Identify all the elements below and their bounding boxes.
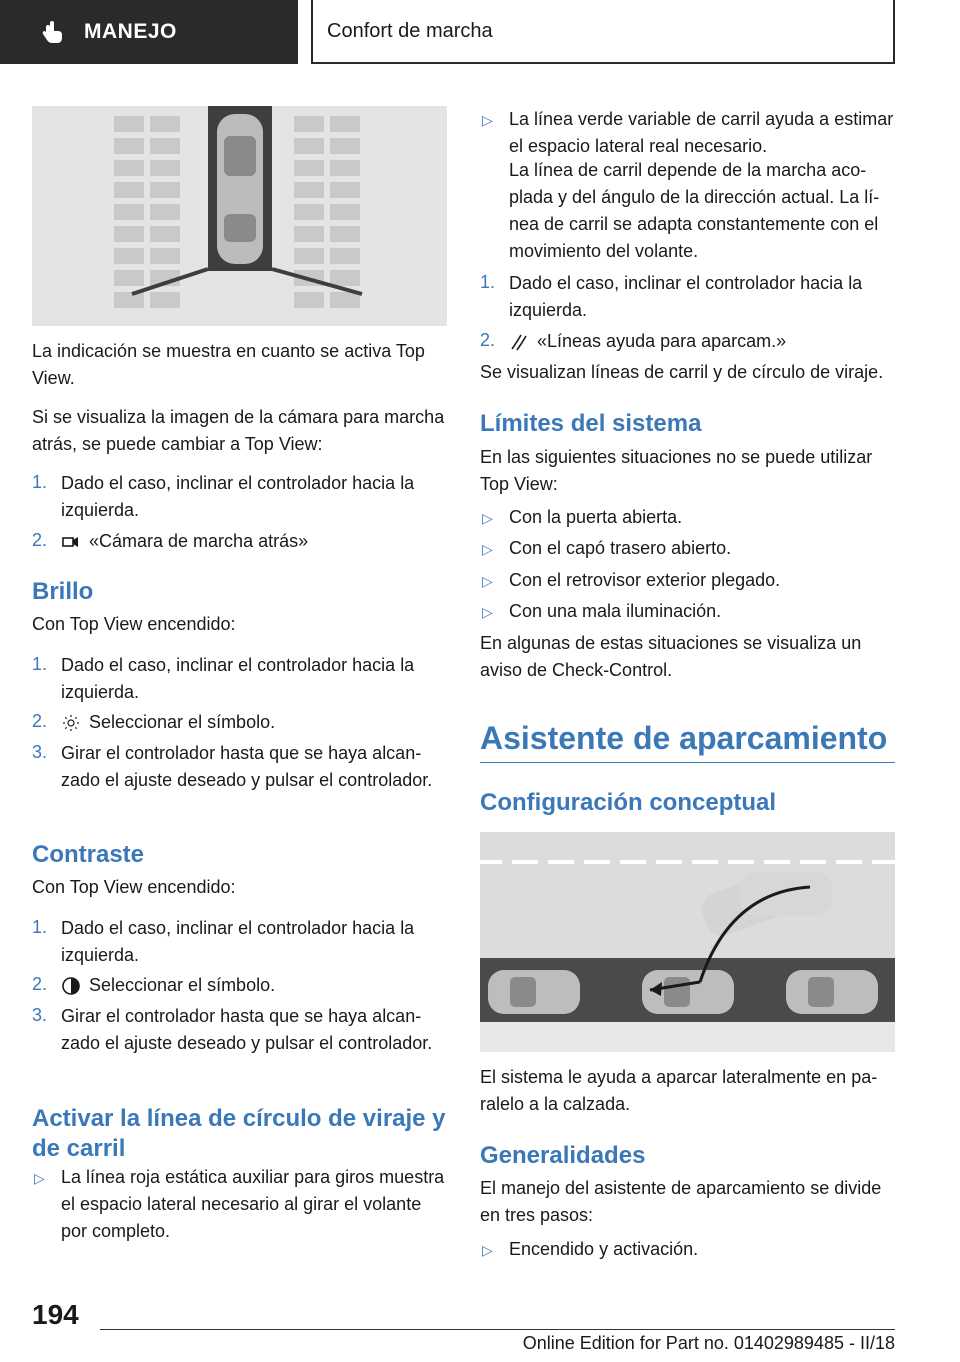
- limites-outro: En algunas de estas situaciones se visualiza un aviso de Check-Control.: [480, 633, 862, 680]
- bullet-icon: ▷: [482, 573, 493, 589]
- camera-icon: [61, 532, 81, 552]
- step-number: 1.: [32, 472, 48, 492]
- parking-lines-icon: [509, 332, 529, 352]
- bullet-icon: ▷: [482, 112, 493, 128]
- step-number: 1.: [480, 272, 496, 292]
- step-number: 2.: [32, 711, 48, 731]
- heading-rule: [480, 762, 895, 763]
- contraste-heading: Contraste: [32, 841, 145, 868]
- footer-rule: [100, 1329, 895, 1330]
- list-item: Girar el controlador hasta que se haya alcanzado el ajuste deseado y pulsar el controlador.: [61, 743, 433, 790]
- intro-text: Si se visualiza la imagen de la cámara para marcha atrás, se puede cambiar a Top View:: [32, 407, 445, 454]
- list-item: Dado el caso, inclinar el controlador hacia la izquierda.: [61, 473, 415, 520]
- list-item: [61, 709, 447, 736]
- bullet-icon: ▷: [482, 604, 493, 620]
- list-item: La línea roja estática auxiliar para giros muestra el espacio lateral necesario al girar el volante por completo.: [61, 1167, 445, 1241]
- page-header: [0, 0, 960, 66]
- activar-heading: Activar la línea de círculo de viraje y de carril: [32, 1105, 446, 1162]
- list-item: Dado el caso, inclinar el controlador hacia la izquierda.: [509, 273, 863, 320]
- list-item: Dado el caso, inclinar el controlador hacia la izquierda.: [61, 655, 415, 702]
- list-item-label: Seleccionar el símbolo.: [89, 712, 276, 732]
- image-caption: La indicación se muestra en cuanto se activa Top View.: [32, 341, 425, 388]
- list-item: Con la puerta abierta.: [509, 507, 683, 527]
- page-number: 194: [32, 1299, 79, 1330]
- paragraph: Se visualizan líneas de carril y de círculo de viraje.: [480, 362, 884, 382]
- bullet-icon: ▷: [34, 1170, 45, 1186]
- list-item: Con el capó trasero abierto.: [509, 538, 732, 558]
- bullet-icon: ▷: [482, 1242, 493, 1258]
- chapter-tab: [311, 0, 895, 64]
- step-number: 2.: [480, 330, 496, 350]
- list-item: La línea verde variable de carril ayuda a estimar el espacio lateral real necesario.: [509, 109, 894, 156]
- list-item: Con el retrovisor exterior plegado.: [509, 570, 781, 590]
- config-caption: El sistema le ayuda a aparcar lateralmente en paralelo a la calzada.: [480, 1067, 878, 1114]
- list-item: Girar el controlador hasta que se haya alcanzado el ajuste deseado y pulsar el controlador.: [61, 1006, 433, 1053]
- generalidades-heading: Generalidades: [480, 1142, 646, 1169]
- contrast-icon: [61, 976, 81, 996]
- list-item-sub: La línea de carril depende de la marcha acoplada y del ángulo de la dirección actual. La línea de carril se adapta constantemente con el movimiento del volante.: [509, 160, 880, 261]
- bullet-icon: ▷: [482, 541, 493, 557]
- list-item: Dado el caso, inclinar el controlador hacia la izquierda.: [61, 918, 415, 965]
- list-item: [61, 972, 447, 999]
- list-item: Con una mala iluminación.: [509, 601, 722, 621]
- chapter-label: Confort de marcha: [327, 19, 493, 42]
- step-number: 1.: [32, 917, 48, 937]
- list-item: Encendido y activación.: [509, 1239, 699, 1259]
- list-item-label: Seleccionar el símbolo.: [89, 975, 276, 995]
- step-number: 1.: [32, 654, 48, 674]
- limites-intro: En las siguientes situaciones no se puede utilizar Top View:: [480, 447, 873, 494]
- step-number: 3.: [32, 1005, 48, 1025]
- section-label: MANEJO: [84, 20, 177, 43]
- brightness-icon: [61, 713, 81, 733]
- brillo-heading: Brillo: [32, 578, 94, 605]
- list-item: [509, 328, 895, 355]
- list-item-label: «Cámara de marcha atrás»: [89, 531, 309, 551]
- top-view-image: [32, 106, 447, 326]
- step-number: 2.: [32, 974, 48, 994]
- step-number: 3.: [32, 742, 48, 762]
- generalidades-intro: El manejo del asistente de aparcamiento se divide en tres pasos:: [480, 1178, 882, 1225]
- bullet-icon: ▷: [482, 510, 493, 526]
- edition-text: Online Edition for Part no. 01402989485 - II/18: [522, 1333, 895, 1353]
- list-item-label: «Líneas ayuda para aparcam.»: [537, 331, 787, 351]
- config-heading: Configuración conceptual: [480, 789, 777, 816]
- contraste-intro: Con Top View encendido:: [32, 877, 236, 897]
- section-tab: [0, 0, 298, 64]
- list-item: [61, 528, 447, 555]
- hand-icon: [40, 19, 66, 45]
- step-number: 2.: [32, 530, 48, 550]
- asistente-heading: Asistente de aparcamiento: [480, 720, 888, 756]
- brillo-intro: Con Top View encendido:: [32, 614, 236, 634]
- parallel-parking-image: [480, 832, 895, 1052]
- limites-heading: Límites del sistema: [480, 410, 702, 437]
